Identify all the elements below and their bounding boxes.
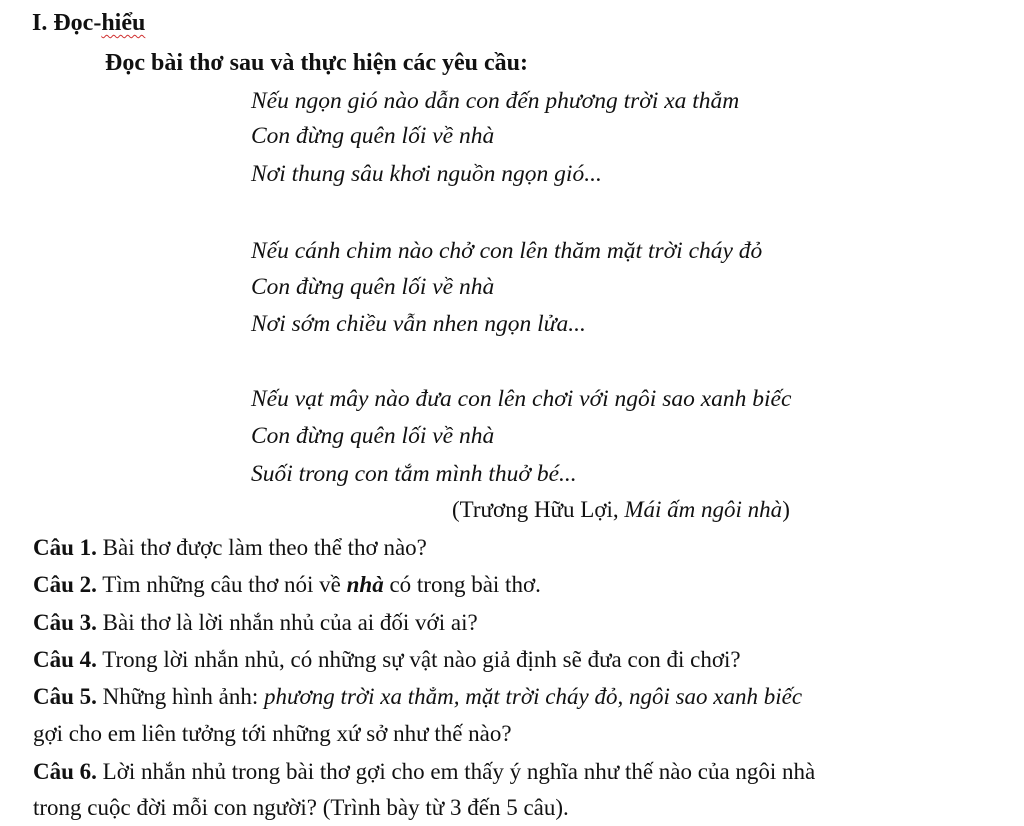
- poem-line: Nếu vạt mây nào đưa con lên chơi với ngôi sao xanh biếc: [251, 386, 792, 412]
- poem-line: Suối trong con tắm mình thuở bé...: [251, 461, 577, 487]
- poem-line: Con đừng quên lối về nhà: [251, 423, 495, 449]
- question-4: Câu 4. Trong lời nhắn nhủ, có những sự vật nào giả định sẽ đưa con đi chơi?: [33, 647, 741, 672]
- poem-line: Nếu ngọn gió nào dẫn con đến phương trời xa thẳm: [251, 88, 740, 114]
- emphasized-word: nhà: [346, 572, 384, 597]
- question-5: Câu 5. Những hình ảnh: phương trời xa thẳm, mặt trời cháy đỏ, ngôi sao xanh biếc: [33, 684, 803, 709]
- instruction-text: Đọc bài thơ sau và thực hiện các yêu cầu:: [105, 50, 529, 76]
- question-6-continued: trong cuộc đời mỗi con người? (Trình bày từ 3 đến 5 câu).: [33, 795, 569, 820]
- question-label: Câu 3.: [33, 610, 97, 635]
- poem-line: Nơi thung sâu khơi nguồn ngọn gió...: [251, 161, 602, 187]
- spellcheck-underlined-word: hiểu: [101, 10, 146, 36]
- poem-line: Nơi sớm chiều vẫn nhen ngọn lửa...: [251, 311, 586, 337]
- question-label: Câu 1.: [33, 535, 97, 560]
- poem-source: (Trương Hữu Lợi, Mái ấm ngôi nhà): [452, 497, 790, 522]
- poem-line: Nếu cánh chim nào chở con lên thăm mặt trời cháy đỏ: [251, 238, 763, 264]
- italic-images: phương trời xa thẳm, mặt trời cháy đỏ, ngôi sao xanh biếc: [263, 684, 803, 709]
- question-3: Câu 3. Bài thơ là lời nhắn nhủ của ai đối với ai?: [33, 610, 478, 635]
- question-5-continued: gợi cho em liên tưởng tới những xứ sở như thế nào?: [33, 721, 512, 746]
- question-6: Câu 6. Lời nhắn nhủ trong bài thơ gợi cho em thấy ý nghĩa như thế nào của ngôi nhà: [33, 759, 816, 784]
- question-2: Câu 2. Tìm những câu thơ nói về nhà có trong bài thơ.: [33, 572, 541, 597]
- question-1: Câu 1. Bài thơ được làm theo thể thơ nào?: [33, 535, 427, 560]
- poem-line: Con đừng quên lối về nhà: [251, 123, 495, 149]
- poem-source-title: Mái ấm ngôi nhà: [624, 497, 783, 522]
- question-label: Câu 5.: [33, 684, 97, 709]
- question-label: Câu 6.: [33, 759, 97, 784]
- question-label: Câu 2.: [33, 572, 97, 597]
- question-label: Câu 4.: [33, 647, 97, 672]
- poem-line: Con đừng quên lối về nhà: [251, 274, 495, 300]
- section-heading: I. Đọc-hiểu: [32, 10, 146, 36]
